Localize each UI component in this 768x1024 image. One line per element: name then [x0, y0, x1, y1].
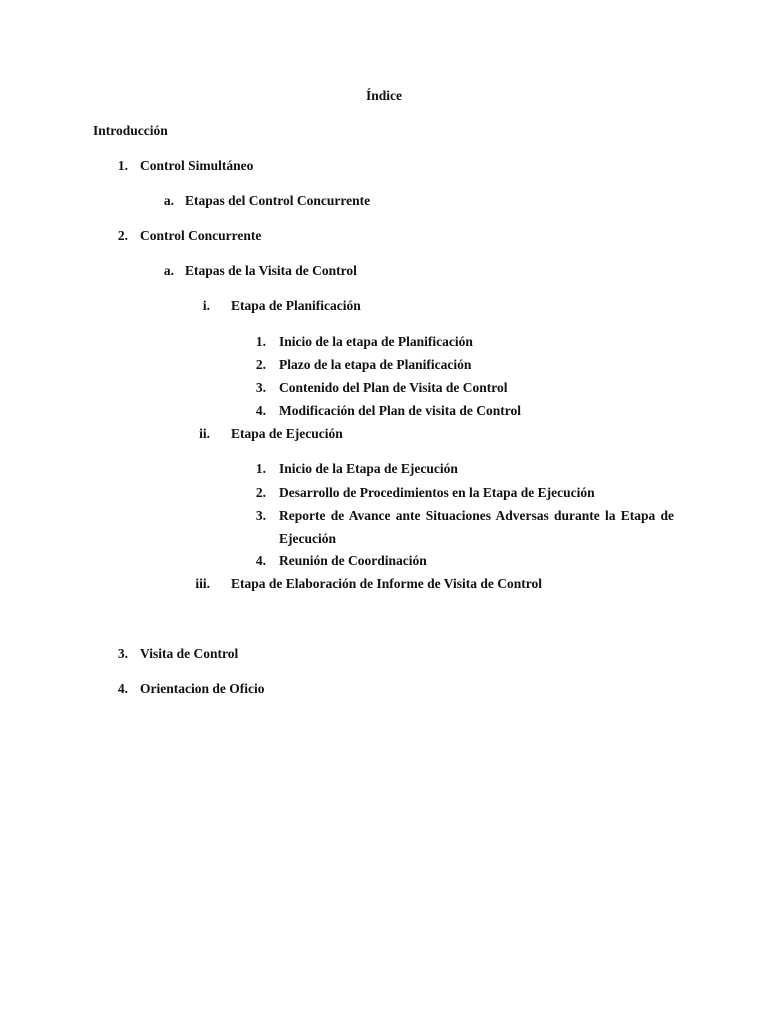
toc-item: Plazo de la etapa de Planificación	[279, 357, 472, 372]
toc-number: 1.	[255, 334, 266, 349]
toc-section-4: Orientacion de Oficio	[140, 681, 265, 696]
toc-section-2: Control Concurrente	[140, 228, 262, 243]
toc-number: 4.	[255, 403, 266, 418]
toc-number: i.	[202, 298, 210, 313]
toc-section-1: Control Simultáneo	[140, 158, 254, 173]
toc-number: a.	[163, 263, 174, 278]
toc-section-3: Visita de Control	[140, 646, 239, 661]
toc-number: 4.	[255, 553, 266, 568]
toc-number: 3.	[255, 508, 266, 523]
toc-item: Reporte de Avance ante Situaciones Adversas durante la Etapa de Ejecución	[279, 508, 674, 546]
toc-section-2a-i: Etapa de Planificación	[231, 298, 361, 313]
toc-number: 3.	[117, 646, 128, 661]
toc-item: Modificación del Plan de visita de Control	[279, 403, 521, 418]
toc-number: 2.	[117, 228, 128, 243]
toc-number: 1.	[117, 158, 128, 173]
toc-section-1a: Etapas del Control Concurrente	[185, 193, 371, 208]
page-title: Índice	[365, 88, 402, 103]
toc-number: 1.	[255, 461, 266, 476]
toc-section-2a-ii: Etapa de Ejecución	[231, 426, 343, 441]
toc-number: 2.	[255, 357, 266, 372]
toc-item: Inicio de la Etapa de Ejecución	[279, 461, 458, 476]
toc-number: 3.	[255, 380, 266, 395]
toc-item: Inicio de la etapa de Planificación	[279, 334, 473, 349]
toc-introduction: Introducción	[93, 123, 168, 138]
toc-number: 2.	[255, 485, 266, 500]
toc-number: ii.	[199, 426, 210, 441]
toc-item: Reunión de Coordinación	[279, 553, 427, 568]
toc-number: a.	[163, 193, 174, 208]
toc-section-2a-iii: Etapa de Elaboración de Informe de Visita de Control	[231, 576, 543, 591]
toc-section-2a: Etapas de la Visita de Control	[185, 263, 357, 278]
toc-number: 4.	[117, 681, 128, 696]
toc-number: iii.	[195, 576, 210, 591]
toc-item: Contenido del Plan de Visita de Control	[279, 380, 508, 395]
toc-item: Desarrollo de Procedimientos en la Etapa de Ejecución	[279, 485, 595, 500]
